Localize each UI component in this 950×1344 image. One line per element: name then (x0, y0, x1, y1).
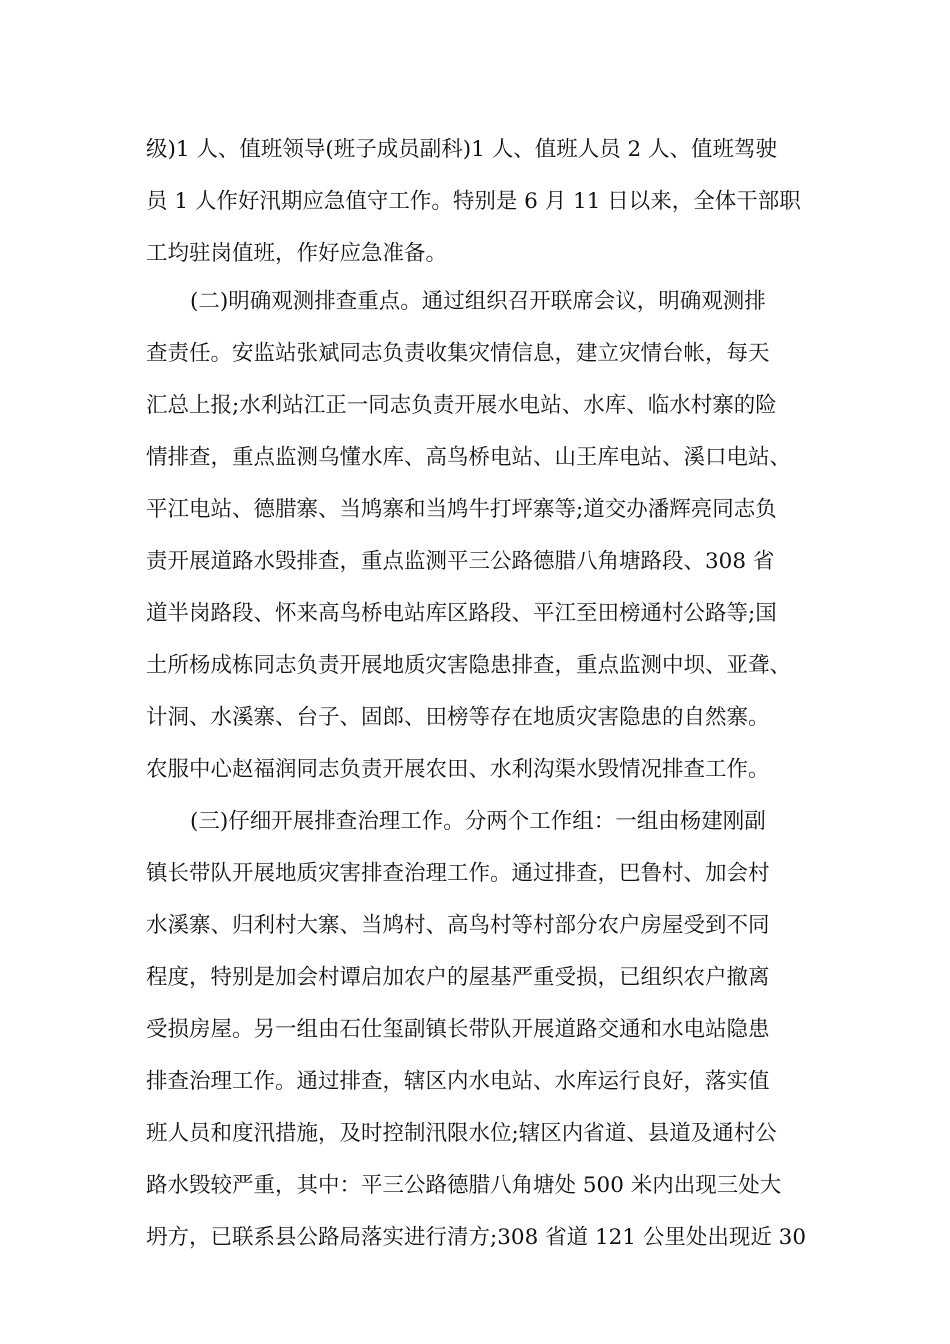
text-line: 计洞、水溪寨、台子、固郎、田榜等存在地质灾害隐患的自然寨。 (146, 705, 770, 730)
text-line: 员 1 人作好汛期应急值守工作。特别是 6 月 11 日以来，全体干部职 (146, 189, 801, 214)
text-line: 道半岗路段、怀来高鸟桥电站库区路段、平江至田榜通村公路等;国 (146, 601, 777, 626)
text-line: 水溪寨、归利村大寨、当鸠村、高鸟村等村部分农户房屋受到不同 (146, 913, 770, 938)
text-line: 汇总上报;水利站江正一同志负责开展水电站、水库、临水村寨的险 (146, 393, 777, 418)
paragraph-3-heading-line: (三)仔细开展排查治理工作。分两个工作组：一组由杨建刚副 (190, 809, 766, 834)
text-line: 责开展道路水毁排查，重点监测平三公路德腊八角塘路段、308 省 (146, 549, 775, 574)
text-line: 级)1 人、值班领导(班子成员副科)1 人、值班人员 2 人、值班驾驶 (146, 137, 778, 162)
text-line: 工均驻岗值班，作好应急准备。 (146, 241, 448, 266)
text-line: 坍方，已联系县公路局落实进行清方;308 省道 121 公里处出现近 30 (146, 1225, 807, 1250)
text-line: 查责任。安监站张斌同志负责收集灾情信息，建立灾情台帐，每天 (146, 341, 770, 366)
text-line: 受损房屋。另一组由石仕玺副镇长带队开展道路交通和水电站隐患 (146, 1017, 770, 1042)
text-line: 班人员和度汛措施，及时控制汛限水位;辖区内省道、县道及通村公 (146, 1121, 777, 1146)
text-line: 路水毁较严重，其中：平三公路德腊八角塘处 500 米内出现三处大 (146, 1173, 782, 1198)
text-line: 程度，特别是加会村谭启加农户的屋基严重受损，已组织农户撤离 (146, 965, 770, 990)
text-line: 情排查，重点监测乌懂水库、高鸟桥电站、山王库电站、溪口电站、 (146, 445, 792, 470)
text-line: 农服中心赵福润同志负责开展农田、水利沟渠水毁情况排查工作。 (146, 757, 770, 782)
text-line: 土所杨成栋同志负责开展地质灾害隐患排查，重点监测中坝、亚聋、 (146, 653, 792, 678)
text-line: 排查治理工作。通过排查，辖区内水电站、水库运行良好，落实值 (146, 1069, 770, 1094)
text-line: 镇长带队开展地质灾害排查治理工作。通过排查，巴鲁村、加会村 (146, 861, 770, 886)
text-line: 平江电站、德腊寨、当鸠寨和当鸠牛打坪寨等;道交办潘辉亮同志负 (146, 497, 777, 522)
paragraph-2-heading-line: (二)明确观测排查重点。通过组织召开联席会议，明确观测排 (190, 289, 766, 314)
